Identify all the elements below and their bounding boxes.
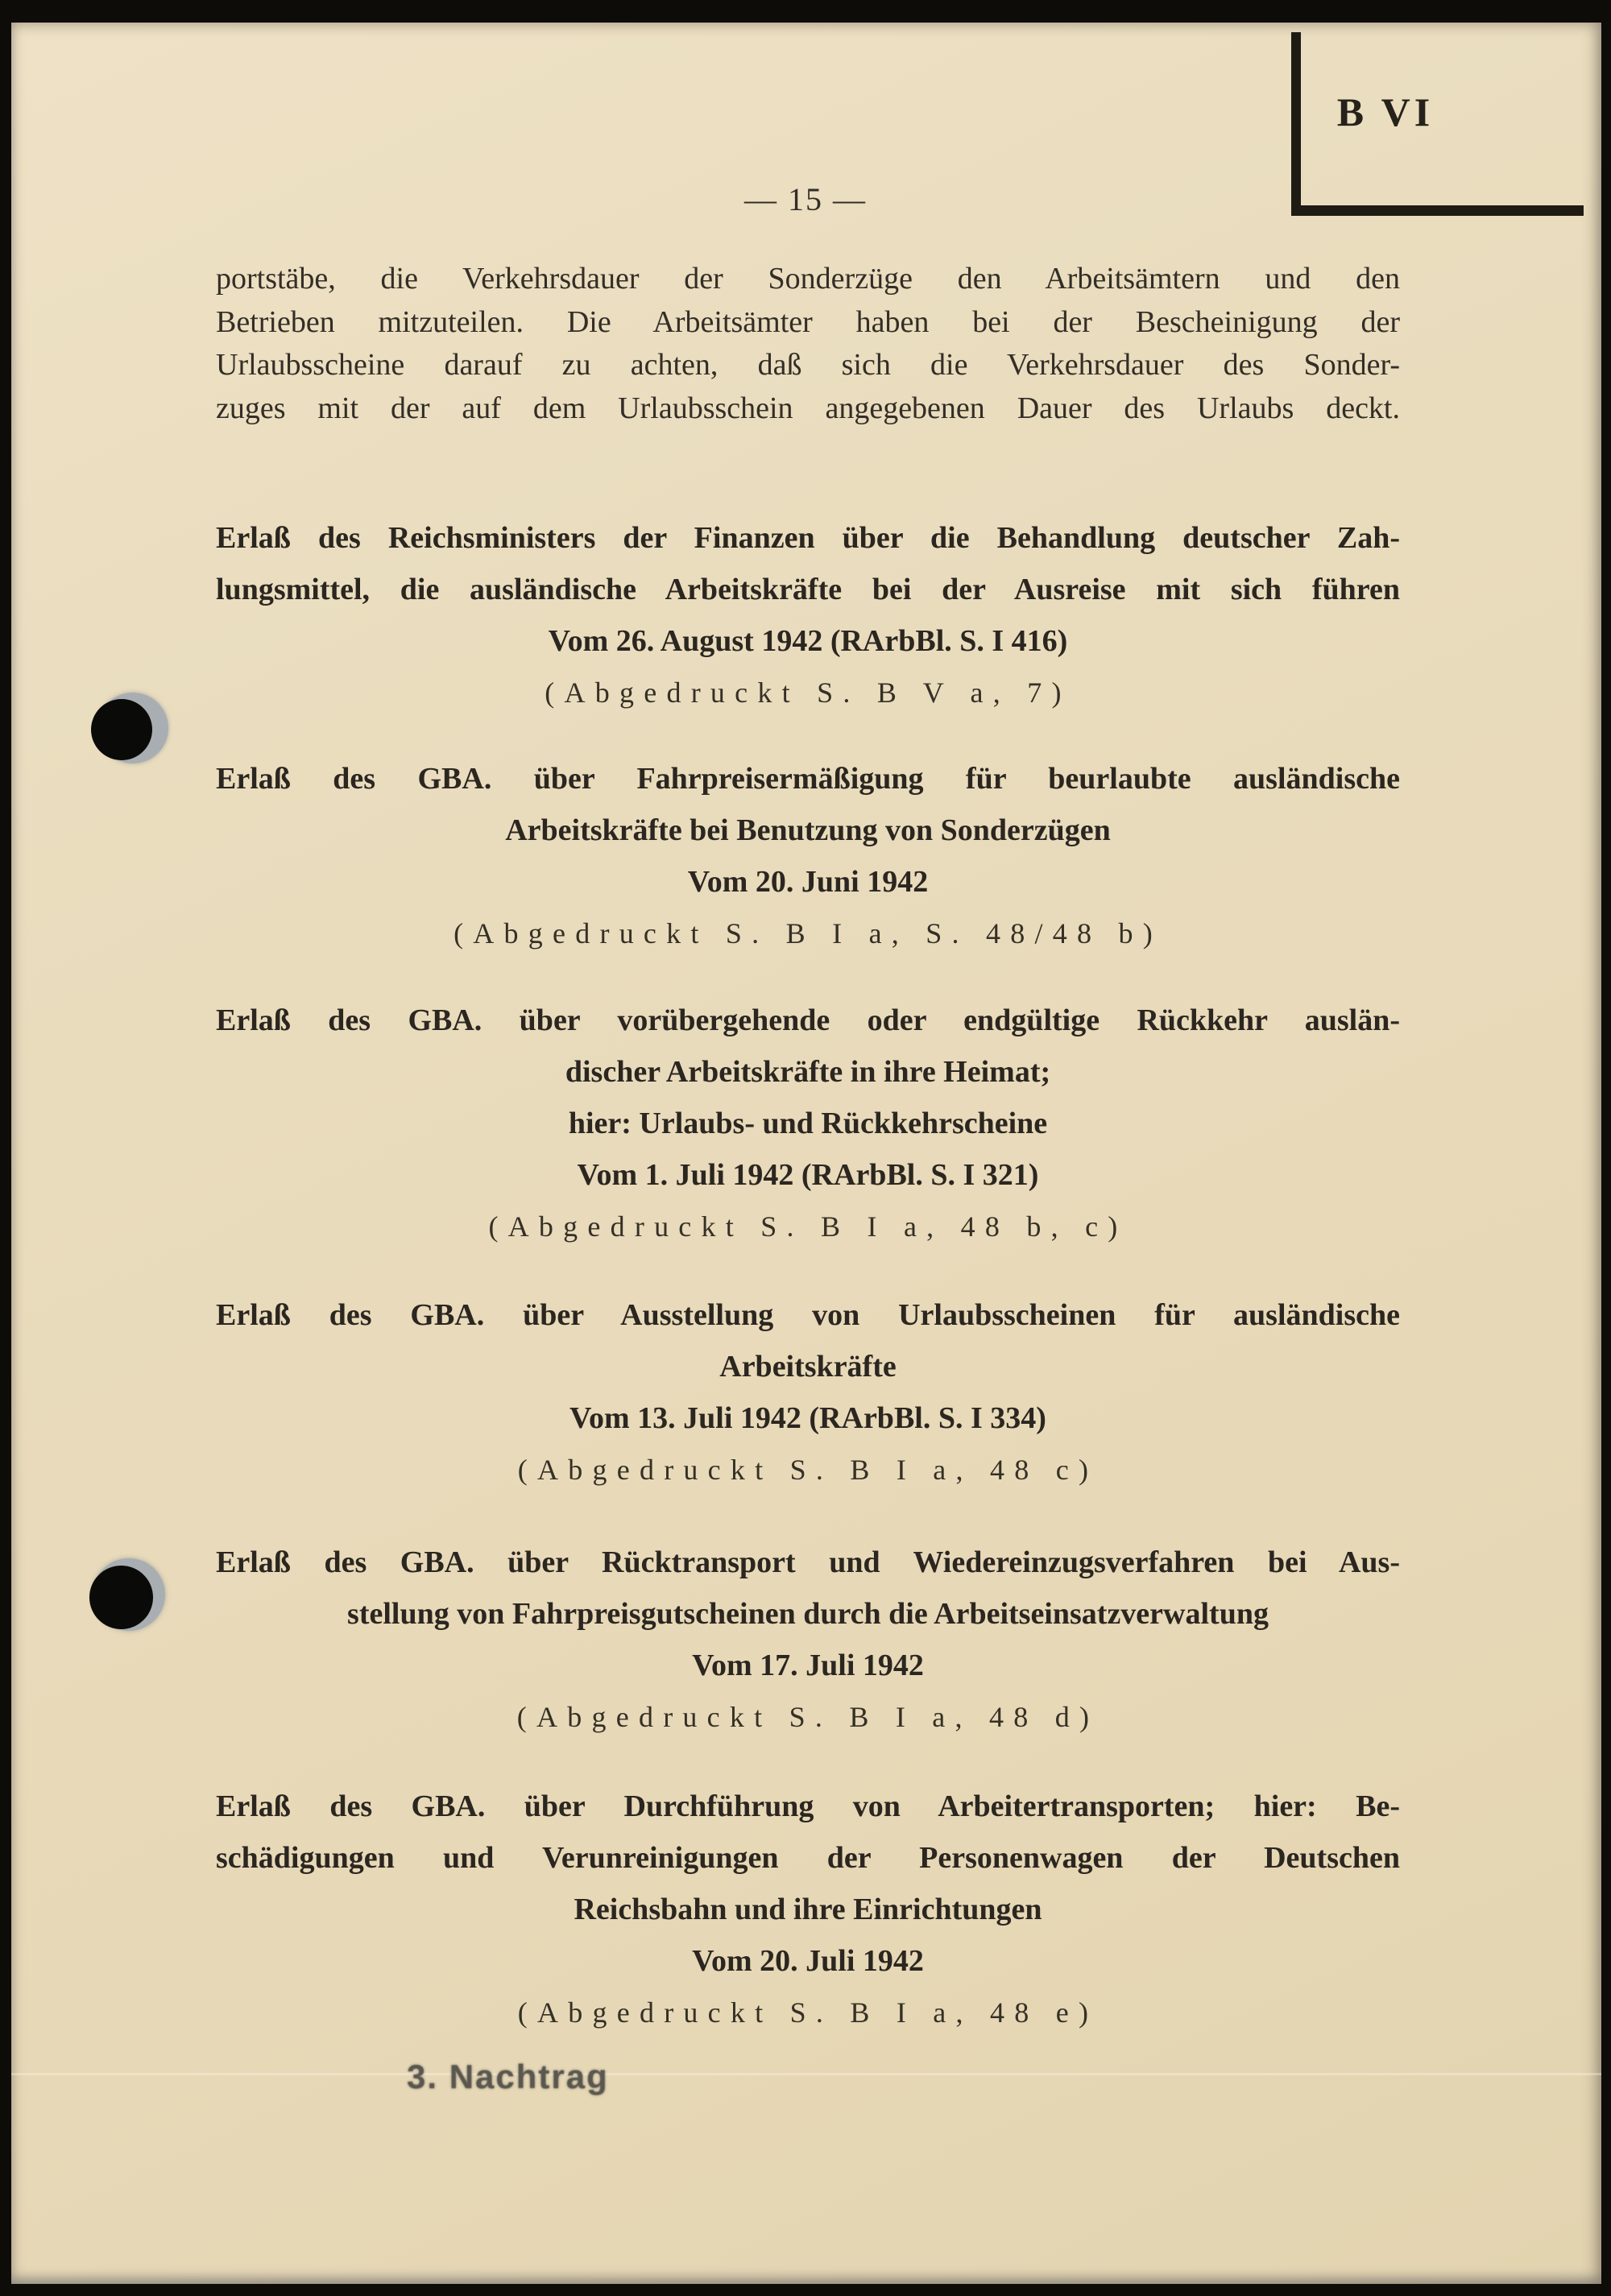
- decree-entry: [216, 512, 1400, 718]
- decree-title-line: lungsmittel, die ausländische Arbeitskräfte bei der Ausreise mit sich führen: [216, 573, 1400, 606]
- decree-date-line: Vom 13. Juli 1942 (RArbBl. S. I 334): [569, 1401, 1046, 1435]
- decree-title-line: Arbeitskräfte: [719, 1350, 897, 1384]
- decree-title-line: schädigungen und Verunreinigungen der Personenwagen der Deutschen: [216, 1841, 1400, 1875]
- decree-reference-line: (Abgedruckt S. B V a, 7): [545, 676, 1071, 709]
- decree-date-line: Vom 1. Juli 1942 (RArbBl. S. I 321): [577, 1158, 1039, 1192]
- decree-title-line: hier: Urlaubs- und Rückkehrscheine: [568, 1107, 1048, 1140]
- decree-title-line: Arbeitskräfte bei Benutzung von Sonderzügen: [505, 813, 1111, 847]
- decree-title-line: Erlaß des GBA. über Fahrpreisermäßigung für beurlaubte ausländische: [216, 762, 1400, 796]
- intro-paragraph: [216, 258, 1400, 430]
- intro-line: portstäbe, die Verkehrsdauer der Sonderzüge den Arbeitsämtern und den: [216, 262, 1400, 296]
- decree-reference-line: (Abgedruckt S. B I a, 48 e): [517, 1996, 1099, 2029]
- intro-line: zuges mit der auf dem Urlaubsschein angegebenen Dauer des Urlaubs deckt.: [216, 391, 1400, 425]
- decree-title-line: Erlaß des GBA. über Ausstellung von Urlaubsscheinen für ausländische: [216, 1298, 1400, 1332]
- hole-punch: [91, 699, 152, 760]
- decree-entry: [216, 1537, 1400, 1743]
- decree-title-line: Erlaß des GBA. über Durchführung von Arbeitertransporten; hier: Be-: [216, 1789, 1400, 1823]
- decree-title-line: stellung von Fahrpreisgutscheinen durch die Arbeitseinsatzverwaltung: [347, 1597, 1269, 1631]
- decree-entry: [216, 1781, 1400, 2038]
- decree-title-line: discher Arbeitskräfte in ihre Heimat;: [565, 1055, 1051, 1089]
- decree-title-line: Erlaß des GBA. über vorübergehende oder endgültige Rückkehr auslän-: [216, 1003, 1400, 1037]
- decree-date-line: Vom 20. Juni 1942: [687, 865, 929, 899]
- intro-line: Urlaubsscheine darauf zu achten, daß sich die Verkehrsdauer des Sonder-: [216, 348, 1400, 382]
- decree-title-line: Erlaß des GBA. über Rücktransport und Wiedereinzugsverfahren bei Aus-: [216, 1545, 1400, 1579]
- section-tab-label: B VI: [1336, 89, 1435, 134]
- section-tab-horizontal-rule: [1291, 205, 1584, 216]
- page-number: — 15 —: [744, 181, 867, 217]
- decree-reference-line: (Abgedruckt S. B I a, 48 c): [517, 1454, 1099, 1486]
- decree-reference-line: (Abgedruckt S. B I a, 48 d): [516, 1701, 1100, 1733]
- intro-line: Betrieben mitzuteilen. Die Arbeitsämter haben bei der Bescheinigung der: [216, 304, 1400, 339]
- decree-date-line: Vom 26. August 1942 (RArbBl. S. I 416): [548, 624, 1068, 658]
- decree-entry: [216, 753, 1400, 959]
- decree-title-line: Erlaß des Reichsministers der Finanzen über die Behandlung deutscher Zah-: [216, 521, 1400, 555]
- decree-date-line: Vom 17. Juli 1942: [692, 1649, 924, 1682]
- scan-artifact-line: [11, 2073, 1601, 2075]
- decree-entry: [216, 1289, 1400, 1496]
- decree-reference-line: (Abgedruckt S. B I a, S. 48/48 b): [453, 917, 1162, 949]
- decree-reference-line: (Abgedruckt S. B I a, 48 b, c): [488, 1210, 1128, 1243]
- decree-date-line: Vom 20. Juli 1942: [692, 1944, 924, 1978]
- decree-title-line: Reichsbahn und ihre Einrichtungen: [574, 1893, 1042, 1926]
- decree-entry: [216, 995, 1400, 1252]
- nachtrag-stamp: 3. Nachtrag: [407, 2058, 609, 2095]
- hole-punch: [89, 1566, 153, 1629]
